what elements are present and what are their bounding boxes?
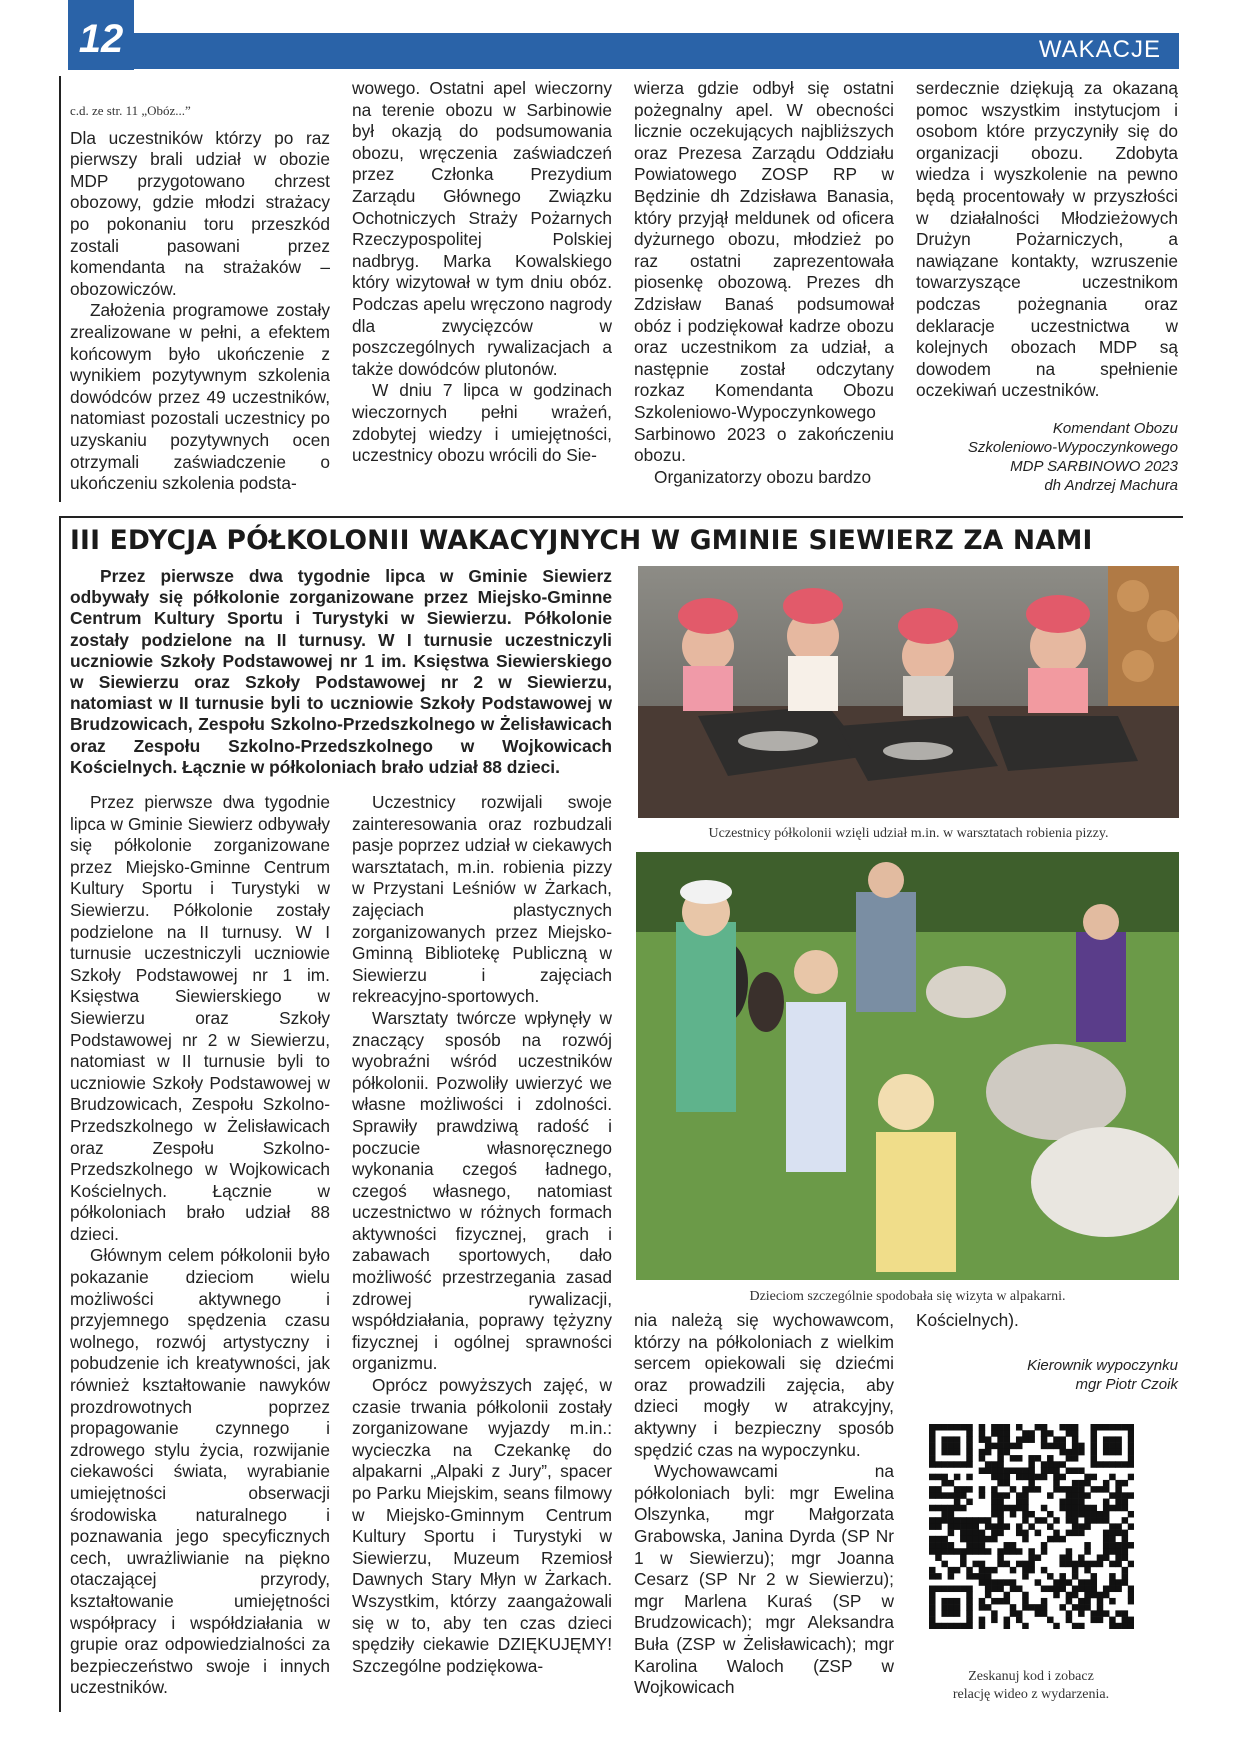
- paragraph: wierza gdzie odbył się ostatni pożegnalny apel. W obecności licznie oczekujących najbliższych oraz Prezesa Zarządu Oddziału Powiatowego ZOSP RP w Będzinie dh Zdzisława Banasia, który przyjął meldunek od oficera dyżurnego obozu, młodzież po raz ostatni zaprezentowała piosenkę obozową. Prezes dh Zdzisław Banaś podsumował obóz i podziękował kadrze obozu oraz uczestnikom za udział, a następnie został odczytany rozkaz Komendanta Obozu Szkoleniowo-Wypoczynkowego Sarbinowo 2023 o zakończeniu obozu.: [634, 78, 894, 466]
- paragraph: Warsztaty twórcze wpłynęły w znaczący sposób na rozwój wyobraźni wśród uczestników półkolonii. Pozwoliły uwierzyć we własne możliwości i zdolności. Sprawiły prawdziwą radość i poczucie własnoręcznego wykonania czegoś ładnego, czegoś własnego, natomiast uczestnictwo w różnych formach aktywności fizycznej, grach i zabawach sportowych, dało możliwość przestrzegania zasad zdrowej rywalizacji, współdziałania, poprawy tężyzny fizycznej i ogólnej sprawności organizmu.: [352, 1007, 612, 1374]
- signature-line: mgr Piotr Czoik: [1075, 1376, 1178, 1393]
- photo-caption: Uczestnicy półkolonii wzięli udział m.in. w warsztatach robienia pizzy.: [708, 826, 1109, 841]
- paragraph: Dla uczestników którzy po raz pierwszy brali udział w obozie MDP przygotowano chrzest obozowy, gdzie młodzi strażacy po pokonaniu toru przeszkód zostali pasowani przez komendanta na strażaków – obozowiczów.: [70, 127, 330, 299]
- camp-column-4: [916, 78, 1178, 402]
- article-column-4: [916, 1310, 1178, 1332]
- column-rule-bottom: [59, 517, 61, 1712]
- camp-signature: [916, 419, 1178, 495]
- paragraph: Wychowawcami na półkoloniach byli: mgr Ewelina Olszynka, mgr Małgorzata Grabowska, Janina Dyrda (SP Nr 1 w Siewierzu); mgr Joanna Cesarz (SP Nr 2 w Siewierzu); mgr Marlena Kuraś (SP w Brudzowicach); mgr Aleksandra Buła (ZSP w Żelisławicach); mgr Karolina Waloch (ZSP w Wojkowicach: [634, 1461, 894, 1698]
- alpaca-visit-photo: [636, 852, 1179, 1280]
- section-bar: [134, 33, 1179, 69]
- signature-line: dh Andrzej Machura: [1044, 477, 1178, 494]
- article-column-2: [352, 792, 612, 1677]
- paragraph: Oprócz powyższych zajęć, w czasie trwania półkolonii zostały zorganizowane wyjazdy m.in.: wycieczka na Czekankę do alpakarni „Alpaki z Jury”, spacer po Parku Miejskim, seans filmowy w Miejsko-Gminnym Centrum Kultury Sportu i Turystyki w Siewierzu, Muzeum Rzemiosł Dawnych Stary Młyn w Żarkach. Wszystkim, którzy zaangażowali się w to, aby ten czas dzieci spędziły ciekawie DZIĘKUJĘMY! Szczególne podziękowa-: [352, 1375, 612, 1676]
- article-column-1: [70, 792, 330, 1699]
- pizza-workshop-photo: [638, 566, 1179, 818]
- article-signature: [916, 1356, 1178, 1394]
- camp-column-3: [634, 78, 894, 488]
- signature-line: MDP SARBINOWO 2023: [1010, 458, 1178, 475]
- signature-line: Kierownik wypoczynku: [1027, 1357, 1178, 1374]
- signature-line: Komendant Obozu: [1052, 420, 1178, 437]
- camp-column-2: [352, 78, 612, 467]
- qr-caption: [900, 1668, 1162, 1704]
- paragraph: Kościelnych).: [916, 1310, 1019, 1330]
- paragraph: Uczestnicy rozwijali swoje zainteresowania oraz rozbudzali pasje poprzez udział w ciekawych warsztatach, m.in. robienia pizzy w Przystani Leśniów w Żarkach, zajęciach plastycznych zorganizowanych przez Miejsko-Gminną Bibliotekę Publiczną w Siewierzu i zajęciach rekreacyjno-sportowych.: [352, 792, 612, 1007]
- paragraph: serdecznie dziękują za okazaną pomoc wszystkim instytucjom i osobom które przyczyniły się do organizacji obozu. Zdobyta wiedza i wyszkolenie na pewno będą procentowały w przyszłości w działalności Młodzieżowych Drużyn Pożarniczych, a nawiązane kontakty, wzruszenie towarzyszące uczestnikom podczas pożegnania oraz deklaracje uczestnictwa w kolejnych obozach MDP są dowodem na spełnienie oczekiwań uczestników.: [916, 78, 1178, 401]
- article-column-3: [634, 1310, 894, 1699]
- camp-column-1: [70, 100, 330, 495]
- qr-code[interactable]: [929, 1424, 1134, 1629]
- article-headline: III EDYCJA PÓŁKOLONII WAKACYJNYCH W GMINIE SIEWIERZ ZA NAMI: [70, 525, 1093, 556]
- paragraph: Przez pierwsze dwa tygodnie lipca w Gminie Siewierz odbywały się półkolonie zorganizowane przez Miejsko-Gminne Centrum Kultury Sportu i Turystyki w Siewierzu. Półkolonie zostały podzielone na II turnusy. W I turnusie uczestniczyli uczniowie Szkoły Podstawowej nr 1 im. Księstwa Siewierskiego w Siewierzu oraz Szkoły Podstawowej nr 2 w Siewierzu, natomiast w II turnusie byli to uczniowie Szkoły Podstawowej w Brudzowicach, Zespołu Szkolno-Przedszkolnego w Żelisławicach oraz Zespołu Szkolno-Przedszkolnego w Wojkowicach Kościelnych. Łącznie w półkoloniach brało udział 88 dzieci.: [70, 792, 330, 1244]
- paragraph: Głównym celem półkolonii było pokazanie dzieciom wielu możliwości aktywnego i przyjemnego spędzenia czasu wolnego, rozwój artystyczny i pobudzenie ich kreatywności, jak również kształtowanie nawyków prozdrowotnych poprzez propagowanie czynnego i zdrowego stylu życia, rozwijanie ciekawości świata, wyrabianie umiejętności obserwacji środowiska naturalnego i poznawania jego specyficznych cech, uwrażliwianie na piękno otaczającej przyrody, kształtowanie umiejętności współpracy i współdziałania w grupie oraz odpowiedzialności za bezpieczeństwo swoje i innych uczestników.: [70, 1245, 330, 1698]
- qr-caption-line: relację wideo z wydarzenia.: [952, 1687, 1110, 1702]
- paragraph: Założenia programowe zostały zrealizowane w pełni, a efektem końcowym było ukończenie z wynikiem pozytywnym szkolenia dowódców przez 49 uczestników, natomiast pozostali uczestnicy po uzyskaniu pozytywnych ocen otrzymali zaświadczenie o ukończeniu szkolenia podsta-: [70, 300, 330, 494]
- paragraph: wowego. Ostatni apel wieczorny na terenie obozu w Sarbinowie był okazją do podsumowania obozu, wręczenia zaświadczeń przez Członka Prezydium Zarządu Głównego Związku Ochotniczych Straży Pożarnych Rzeczypospolitej Polskiej nadbryg. Marka Kowalskiego który wizytował w tym dniu obóz. Podczas apelu wręczono nagrody dla zwycięzców w poszczególnych rywalizacjach a także dowódców plutonów.: [352, 78, 612, 379]
- signature-line: Szkoleniowo-Wypoczynkowego: [967, 439, 1178, 456]
- qr-caption-line: Zeskanuj kod i zobacz: [968, 1669, 1094, 1684]
- paragraph: nia należą się wychowawcom, którzy na półkoloniach z wielkim sercem opiekowali się dziećmi oraz prowadzili zajęcia, aby dzieci mogły w atrakcyjny, aktywny i bezpieczny sposób spędzić czas na wypoczynku.: [634, 1310, 894, 1460]
- continuation-note: c.d. ze str. 11 „Obóz...”: [70, 103, 191, 118]
- paragraph: Organizatorzy obozu bardzo: [654, 466, 872, 487]
- article-separator: [59, 516, 1183, 518]
- paragraph: W dniu 7 lipca w godzinach wieczornych pełni wrażeń, zdobytej wiedzy i umiejętności, uczestnicy obozu wrócili do Sie-: [352, 380, 612, 466]
- photo-caption: Dzieciom szczególnie spodobała się wizyta w alpakarni.: [749, 1289, 1066, 1304]
- section-title: WAKACJE: [1038, 36, 1161, 63]
- article-lead: Przez pierwsze dwa tygodnie lipca w Gminie Siewierz odbywały się półkolonie zorganizowane przez Miejsko-Gminne Centrum Kultury Sportu i Turystyki w Siewierzu. Półkolonie zostały podzielone na II turnusy. W I turnusie uczestniczyli uczniowie Szkoły Podstawowej nr 1 im. Księstwa Siewierskiego w Siewierzu oraz Szkoły Podstawowej nr 2 w Siewierzu, natomiast w II turnusie byli to uczniowie Szkoły Podstawowej w Brudzowicach, Zespołu Szkolno-Przedszkolnego w Żelisławicach oraz Zespołu Szkolno-Przedszkolnego w Wojkowicach Kościelnych. Łącznie w półkoloniach brało udział 88 dzieci.: [70, 566, 612, 777]
- page-number: 12: [68, 0, 134, 70]
- column-rule-top: [59, 76, 61, 502]
